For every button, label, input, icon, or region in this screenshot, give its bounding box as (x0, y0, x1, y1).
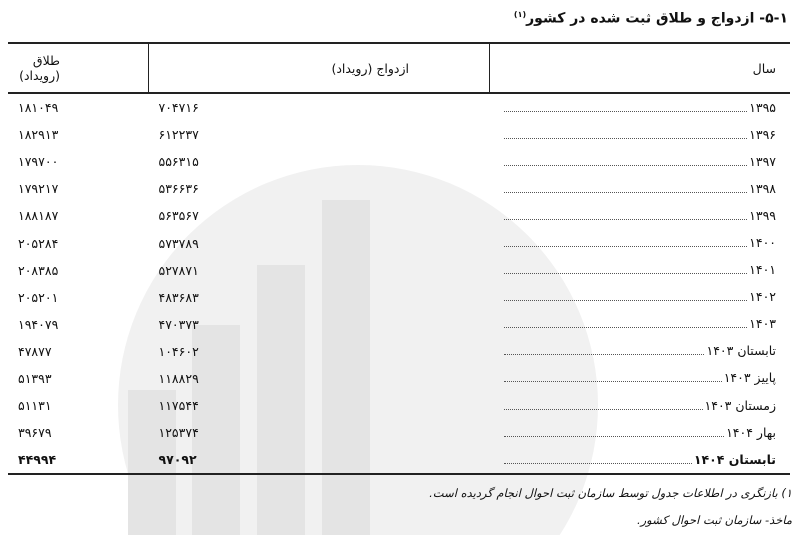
cell-year (490, 284, 791, 311)
cell-divorce: ۱۹۴۰۷۹ (18, 316, 59, 332)
year-label: ۱۳۹۵ (749, 99, 776, 115)
table-row (8, 93, 790, 121)
cell-divorce: ۳۹۶۷۹ (18, 425, 52, 441)
year-label: ۱۴۰۱ (749, 262, 776, 278)
cell-year (490, 392, 791, 419)
cell-year (490, 148, 791, 175)
cell-divorce: ۱۸۱۰۴۹ (18, 100, 59, 116)
source-note: ماخذ- سازمان ثبت احوال کشور. (636, 513, 792, 527)
table-row (8, 311, 790, 338)
cell-divorce: ۴۷۸۷۷ (18, 343, 52, 359)
header-marriage: ازدواج (رویداد) (149, 43, 490, 93)
year-label: ۱۳۹۷ (749, 153, 776, 169)
year-label: ۱۳۹۹ (749, 207, 776, 223)
marriage-divorce-table (8, 42, 790, 475)
header-year: سال (490, 43, 791, 93)
dot-leader (504, 409, 703, 410)
cell-divorce: ۲۰۵۲۰۱ (18, 289, 59, 305)
table-row (8, 365, 790, 392)
year-label: پاییز ۱۴۰۳ (723, 370, 776, 386)
cell-year (490, 419, 791, 446)
cell-divorce: ۴۴۹۹۴ (8, 446, 149, 474)
table-row (8, 229, 790, 256)
cell-marriage: ۵۶۳۵۶۷ (158, 208, 199, 224)
year-label: تابستان ۱۴۰۳ (706, 343, 776, 359)
dot-leader (504, 381, 722, 382)
cell-year (490, 229, 791, 256)
dot-leader (504, 111, 748, 112)
cell-marriage: ۱۰۴۶۰۲ (158, 343, 199, 359)
year-label: ۱۴۰۳ (749, 316, 776, 332)
cell-year (490, 93, 791, 121)
footnote: ۱) بازنگری در اطلاعات جدول توسط سازمان ثبت احوال انجام گردیده است. (429, 486, 792, 500)
table-body (8, 93, 790, 474)
table-row (8, 175, 790, 202)
table-row (8, 338, 790, 365)
cell-marriage: ۱۱۷۵۴۴ (158, 398, 199, 414)
cell-marriage: ۱۲۵۳۷۴ (158, 425, 199, 441)
cell-year (490, 311, 791, 338)
cell-marriage: ۹۷۰۹۲ (149, 446, 490, 474)
dot-leader (504, 192, 748, 193)
cell-divorce: ۱۷۹۲۱۷ (18, 181, 59, 197)
table-title (514, 10, 788, 27)
table-row (8, 121, 790, 148)
cell-marriage: ۱۱۸۸۲۹ (158, 370, 199, 386)
cell-year (490, 257, 791, 284)
cell-marriage: ۵۷۳۷۸۹ (158, 235, 199, 251)
cell-divorce: ۱۷۹۷۰۰ (18, 154, 59, 170)
cell-year (490, 338, 791, 365)
cell-marriage: ۵۵۶۳۱۵ (158, 154, 199, 170)
dot-leader (504, 300, 748, 301)
cell-divorce: ۲۰۵۲۸۴ (18, 235, 59, 251)
header-divorce: طلاق (رویداد) (8, 43, 149, 93)
table-row (8, 257, 790, 284)
table-row (8, 446, 790, 474)
cell-divorce: ۱۸۸۱۸۷ (18, 208, 59, 224)
dot-leader (504, 165, 748, 166)
cell-divorce: ۵۱۳۹۳ (18, 370, 52, 386)
dot-leader (504, 463, 692, 464)
cell-divorce: ۲۰۸۳۸۵ (18, 262, 59, 278)
year-label: زمستان ۱۴۰۳ (704, 397, 776, 413)
title-footnote-mark: (۱) (513, 10, 527, 19)
year-label: ۱۴۰۰ (749, 235, 776, 251)
cell-year (490, 121, 791, 148)
dot-leader (504, 354, 705, 355)
year-label: ۱۳۹۸ (749, 180, 776, 196)
table-row (8, 202, 790, 229)
cell-year (490, 202, 791, 229)
table-row (8, 148, 790, 175)
year-label: ۱۴۰۲ (749, 289, 776, 305)
cell-year (490, 175, 791, 202)
header-row (8, 43, 790, 93)
dot-leader (504, 138, 748, 139)
table-row (8, 419, 790, 446)
cell-year (490, 446, 791, 474)
year-label: تابستان ۱۴۰۴ (693, 451, 776, 467)
dot-leader (504, 219, 748, 220)
cell-marriage: ۶۱۲۲۳۷ (158, 127, 199, 143)
table-row (8, 392, 790, 419)
cell-marriage: ۴۷۰۳۷۳ (158, 316, 199, 332)
cell-marriage: ۵۳۶۶۳۶ (158, 181, 199, 197)
table-row (8, 284, 790, 311)
cell-divorce: ۱۸۲۹۱۳ (18, 127, 59, 143)
year-label: ۱۳۹۶ (749, 126, 776, 142)
dot-leader (504, 327, 748, 328)
cell-marriage: ۴۸۳۶۸۳ (158, 289, 199, 305)
dot-leader (504, 436, 725, 437)
cell-marriage: ۷۰۴۷۱۶ (158, 100, 199, 116)
year-label: بهار ۱۴۰۴ (726, 424, 776, 440)
cell-divorce: ۵۱۱۳۱ (18, 398, 52, 414)
dot-leader (504, 246, 748, 247)
cell-marriage: ۵۲۷۸۷۱ (158, 262, 199, 278)
title-text: ۵-۱- ازدواج و طلاق ثبت شده در کشور (526, 10, 788, 27)
cell-year (490, 365, 791, 392)
dot-leader (504, 273, 748, 274)
